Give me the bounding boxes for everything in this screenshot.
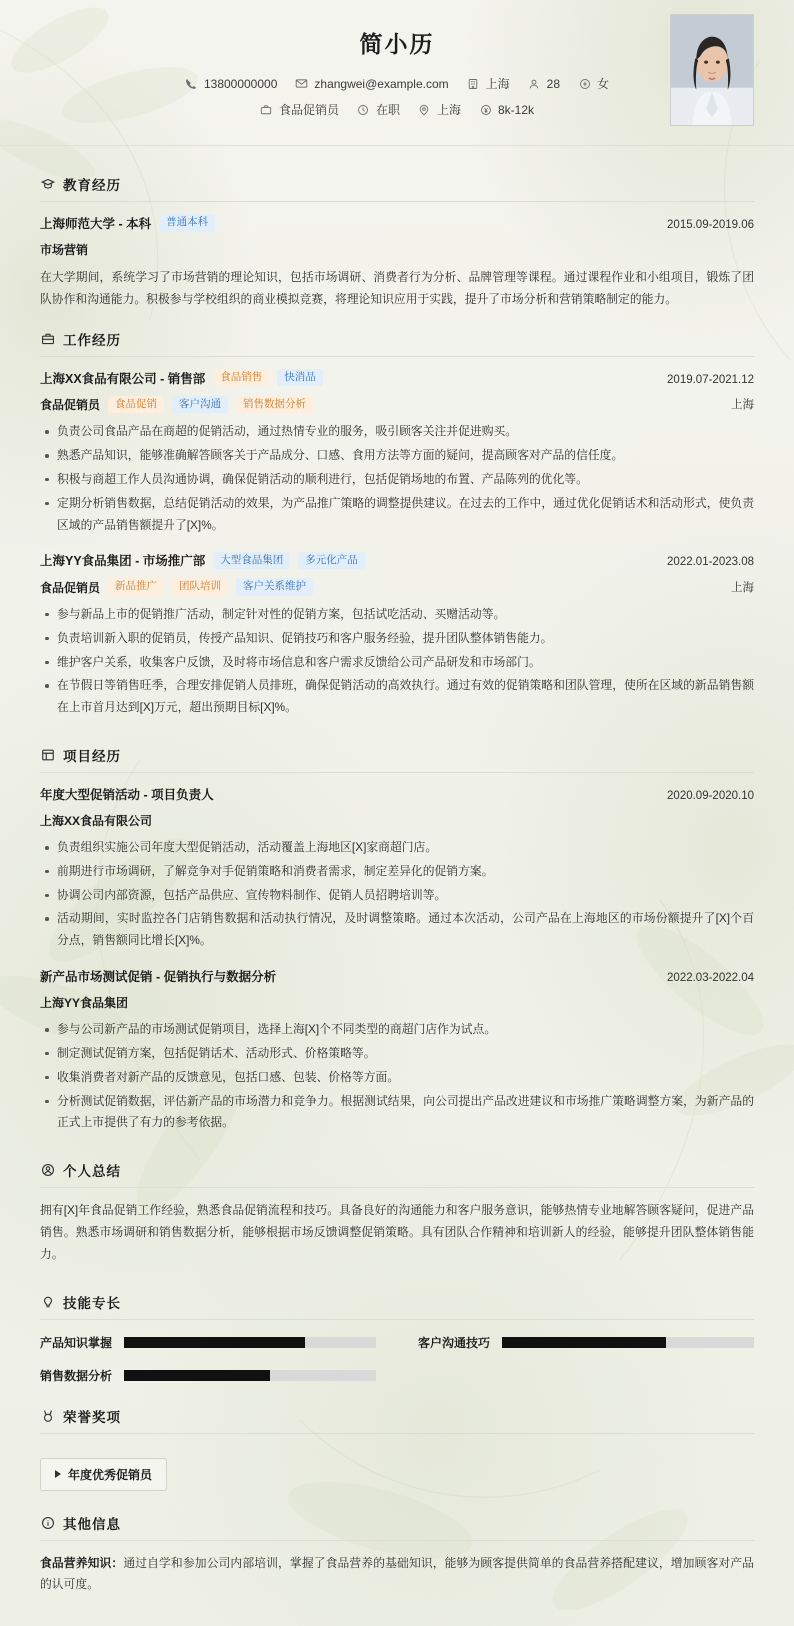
education-tag: 普通本科 [159,214,215,232]
work-tag: 快消品 [277,369,323,387]
section-header-summary [40,1160,754,1188]
avatar [670,14,754,126]
medal-icon [40,1408,55,1423]
person-icon [40,1163,55,1178]
project-entry [40,967,754,1134]
job-title-meta [260,101,339,118]
play-triangle-icon [55,1470,61,1478]
summary-text: 拥有[X]年食品促销工作经验，熟悉食品促销流程和技巧。具备良好的沟通能力和客户服务意识，能够热情专业地解答顾客疑问，促进产品销售。熟悉市场调研和销售数据分析，能够根据市场反馈调整促销策略。具有团队合作精神和培训新人的经验，能够提升团队整体销售能力。 [40,1203,754,1261]
project-bullets [40,837,754,952]
work-location: 上海 [731,582,754,595]
section-summary [40,1160,754,1265]
list-item: 前期进行市场调研，了解竞争对手促销策略和消费者需求，制定差异化的促销方案。 [57,861,754,883]
work-bullets [40,421,754,536]
graduation-cap-icon [40,177,55,192]
briefcase-icon [260,103,273,116]
education-major: 市场营销 [40,243,89,257]
section-title-education: 教育经历 [63,178,121,193]
list-item: 制定测试促销方案，包括促销话术、活动形式、价格策略等。 [57,1043,754,1065]
section-work [40,329,754,719]
skill-item [418,1334,754,1351]
list-item: 在节假日等销售旺季，合理安排促销人员排班，确保促销活动的高效执行。通过有效的促销策略和团队管理，使所在区域的新品销售额在上市首月达到[X]万元，超出预期目标[X]%。 [57,675,754,719]
work-role-tag: 销售数据分析 [236,396,313,414]
list-item: 活动期间，实时监控各门店销售数据和活动执行情况，及时调整策略。通过本次活动，公司产品在上海地区的市场份额提升了[X]个百分点，销售额同比增长[X]%。 [57,908,754,952]
section-title-summary: 个人总结 [63,1164,121,1180]
contact-location [467,75,510,92]
education-school: 上海师范大学 - 本科 [40,217,152,231]
section-other [40,1513,754,1597]
salary-icon [479,103,492,116]
job-title-text: 食品促销员 [278,103,339,117]
gender-icon [578,77,591,90]
section-title-awards: 荣誉奖项 [63,1409,121,1425]
work-bullets [40,604,754,719]
section-projects [40,745,754,1134]
section-header-work [40,329,754,357]
work-role-tag: 食品促销 [108,396,164,414]
location-icon [467,77,480,90]
job-salary-meta [479,103,534,117]
user-icon [528,77,541,90]
bulb-icon [40,1294,55,1309]
job-status-text: 在职 [375,103,400,117]
project-icon [40,748,55,763]
list-item: 熟悉产品知识，能够准确解答顾客关于产品成分、口感、食用方法等方面的疑问，提高顾客对产品的信任度。 [57,445,754,467]
education-entry [40,214,754,311]
job-meta-row [40,101,754,118]
contact-phone-text: 13800000000 [203,76,278,91]
section-title-projects: 项目经历 [63,749,121,765]
award-item[interactable] [40,1458,167,1491]
skill-bar [124,1370,376,1381]
section-title-other: 其他信息 [63,1516,121,1532]
list-item: 分析测试促销数据，评估新产品的市场潜力和竞争力。根据测试结果，向公司提出产品改进建议和市场推广策略调整方案，为新产品的正式上市提供了有力的参考依据。 [57,1091,754,1135]
status-icon [357,103,370,116]
section-header-skills [40,1292,754,1320]
work-tag: 多元化产品 [298,552,365,570]
work-entry [40,369,754,537]
phone-icon [185,77,198,90]
section-awards [40,1406,754,1491]
section-title-work: 工作经历 [63,332,121,348]
project-date: 2020.09-2020.10 [667,790,754,803]
skill-label: 产品知识掌握 [40,1335,113,1350]
work-role: 食品促销员 [40,397,101,412]
section-title-skills: 技能专长 [63,1295,121,1311]
skill-label: 客户沟通技巧 [418,1335,491,1350]
section-skills [40,1292,754,1384]
skill-item [40,1367,376,1384]
work-role-tag: 团队培训 [172,578,228,596]
section-header-education [40,174,754,202]
list-item: 收集消费者对新产品的反馈意见，包括口感、包装、价格等方面。 [57,1067,754,1089]
work-entry [40,551,754,719]
contact-email [295,77,448,91]
contact-age [528,77,560,91]
list-item: 维护客户关系，收集客户反馈，及时将市场信息和客户需求反馈给公司产品研发和市场部门。 [57,652,754,674]
work-role-tag: 新品推广 [108,578,164,596]
award-label: 年度优秀促销员 [68,1467,153,1482]
contact-phone [185,77,277,91]
other-item-label: 食品营养知识： [40,1555,124,1570]
skill-label: 销售数据分析 [40,1368,113,1383]
contact-gender-text: 女 [597,77,610,91]
job-city-meta [418,101,461,118]
work-company: 上海YY食品集团 - 市场推广部 [40,554,206,569]
list-item: 负责公司食品产品在商超的促销活动，通过热情专业的服务，吸引顾客关注并促进购买。 [57,421,754,443]
other-item-text: 通过自学和参加公司内部培训，掌握了食品营养的基础知识，能够为顾客提供简单的食品营养搭配建议，增加顾客对产品的认可度。 [40,1555,754,1592]
project-entry [40,785,754,952]
section-header-projects [40,745,754,773]
job-status-meta [357,101,400,118]
job-salary-text: 8k-12k [498,102,535,117]
project-org: 上海YY食品集团 [40,996,129,1011]
work-date: 2019.07-2021.12 [667,373,754,386]
list-item: 负责组织实施公司年度大型促销活动，活动覆盖上海地区[X]家商超门店。 [57,837,754,859]
work-role-tag: 客户关系维护 [236,578,313,596]
project-org: 上海XX食品有限公司 [40,814,153,829]
skill-bar [502,1337,754,1348]
section-education [40,174,754,311]
list-item: 参与新品上市的促销推广活动，制定针对性的促销方案，包括试吃活动、买赠活动等。 [57,604,754,626]
work-role: 食品促销员 [40,580,101,595]
list-item: 协调公司内部资源，包括产品供应、宣传物料制作、促销人员招聘培训等。 [57,885,754,907]
project-name: 年度大型促销活动 - 项目负责人 [40,788,214,803]
contact-age-text: 28 [546,76,561,91]
briefcase-icon [40,331,55,346]
resume-body [0,146,794,1626]
education-description: 在大学期间，系统学习了市场营销的理论知识，包括市场调研、消费者行为分析、品牌管理等课程。通过课程作业和小组项目，锻炼了团队协作和沟通能力。积极参与学校组织的商业模拟竞赛，将理论知识应用于实践，提升了市场分析和营销策略制定的能力。 [40,270,754,306]
work-tag: 食品销售 [213,369,269,387]
work-location: 上海 [731,399,754,412]
work-company: 上海XX食品有限公司 - 销售部 [40,371,206,386]
email-icon [295,77,308,90]
contact-meta-row [40,75,754,92]
skill-item [40,1334,376,1351]
skills-grid [40,1334,754,1384]
work-role-tag: 客户沟通 [172,396,228,414]
education-date: 2015.09-2019.06 [667,219,754,231]
work-tag: 大型食品集团 [213,552,290,570]
project-date: 2022.03-2022.04 [667,972,754,985]
contact-email-text: zhangwei@example.com [314,76,449,91]
info-icon [40,1515,55,1530]
work-date: 2022.01-2023.08 [667,556,754,569]
list-item: 负责培训新入职的促销员，传授产品知识、促销技巧和客户服务经验，提升团队整体销售能力。 [57,628,754,650]
contact-location-text: 上海 [485,77,510,91]
list-item: 定期分析销售数据，总结促销活动的效果，为产品推广策略的调整提供建议。在过去的工作中，通过优化促销话术和活动形式，使负责区域的产品销售额提升了[X]%。 [57,493,754,537]
other-item [40,1553,754,1597]
city-icon [418,103,431,116]
contact-gender [578,75,609,92]
page-title: 简小历 [359,31,435,57]
section-header-awards [40,1406,754,1434]
project-name: 新产品市场测试促销 - 促销执行与数据分析 [40,970,277,985]
section-header-other [40,1513,754,1541]
project-bullets [40,1019,754,1134]
job-city-text: 上海 [436,103,461,117]
resume-header [0,0,794,146]
skill-bar [124,1337,376,1348]
list-item: 积极与商超工作人员沟通协调，确保促销活动的顺利进行，包括促销场地的布置、产品陈列的优化等。 [57,469,754,491]
list-item: 参与公司新产品的市场测试促销项目，选择上海[X]个不同类型的商超门店作为试点。 [57,1019,754,1041]
